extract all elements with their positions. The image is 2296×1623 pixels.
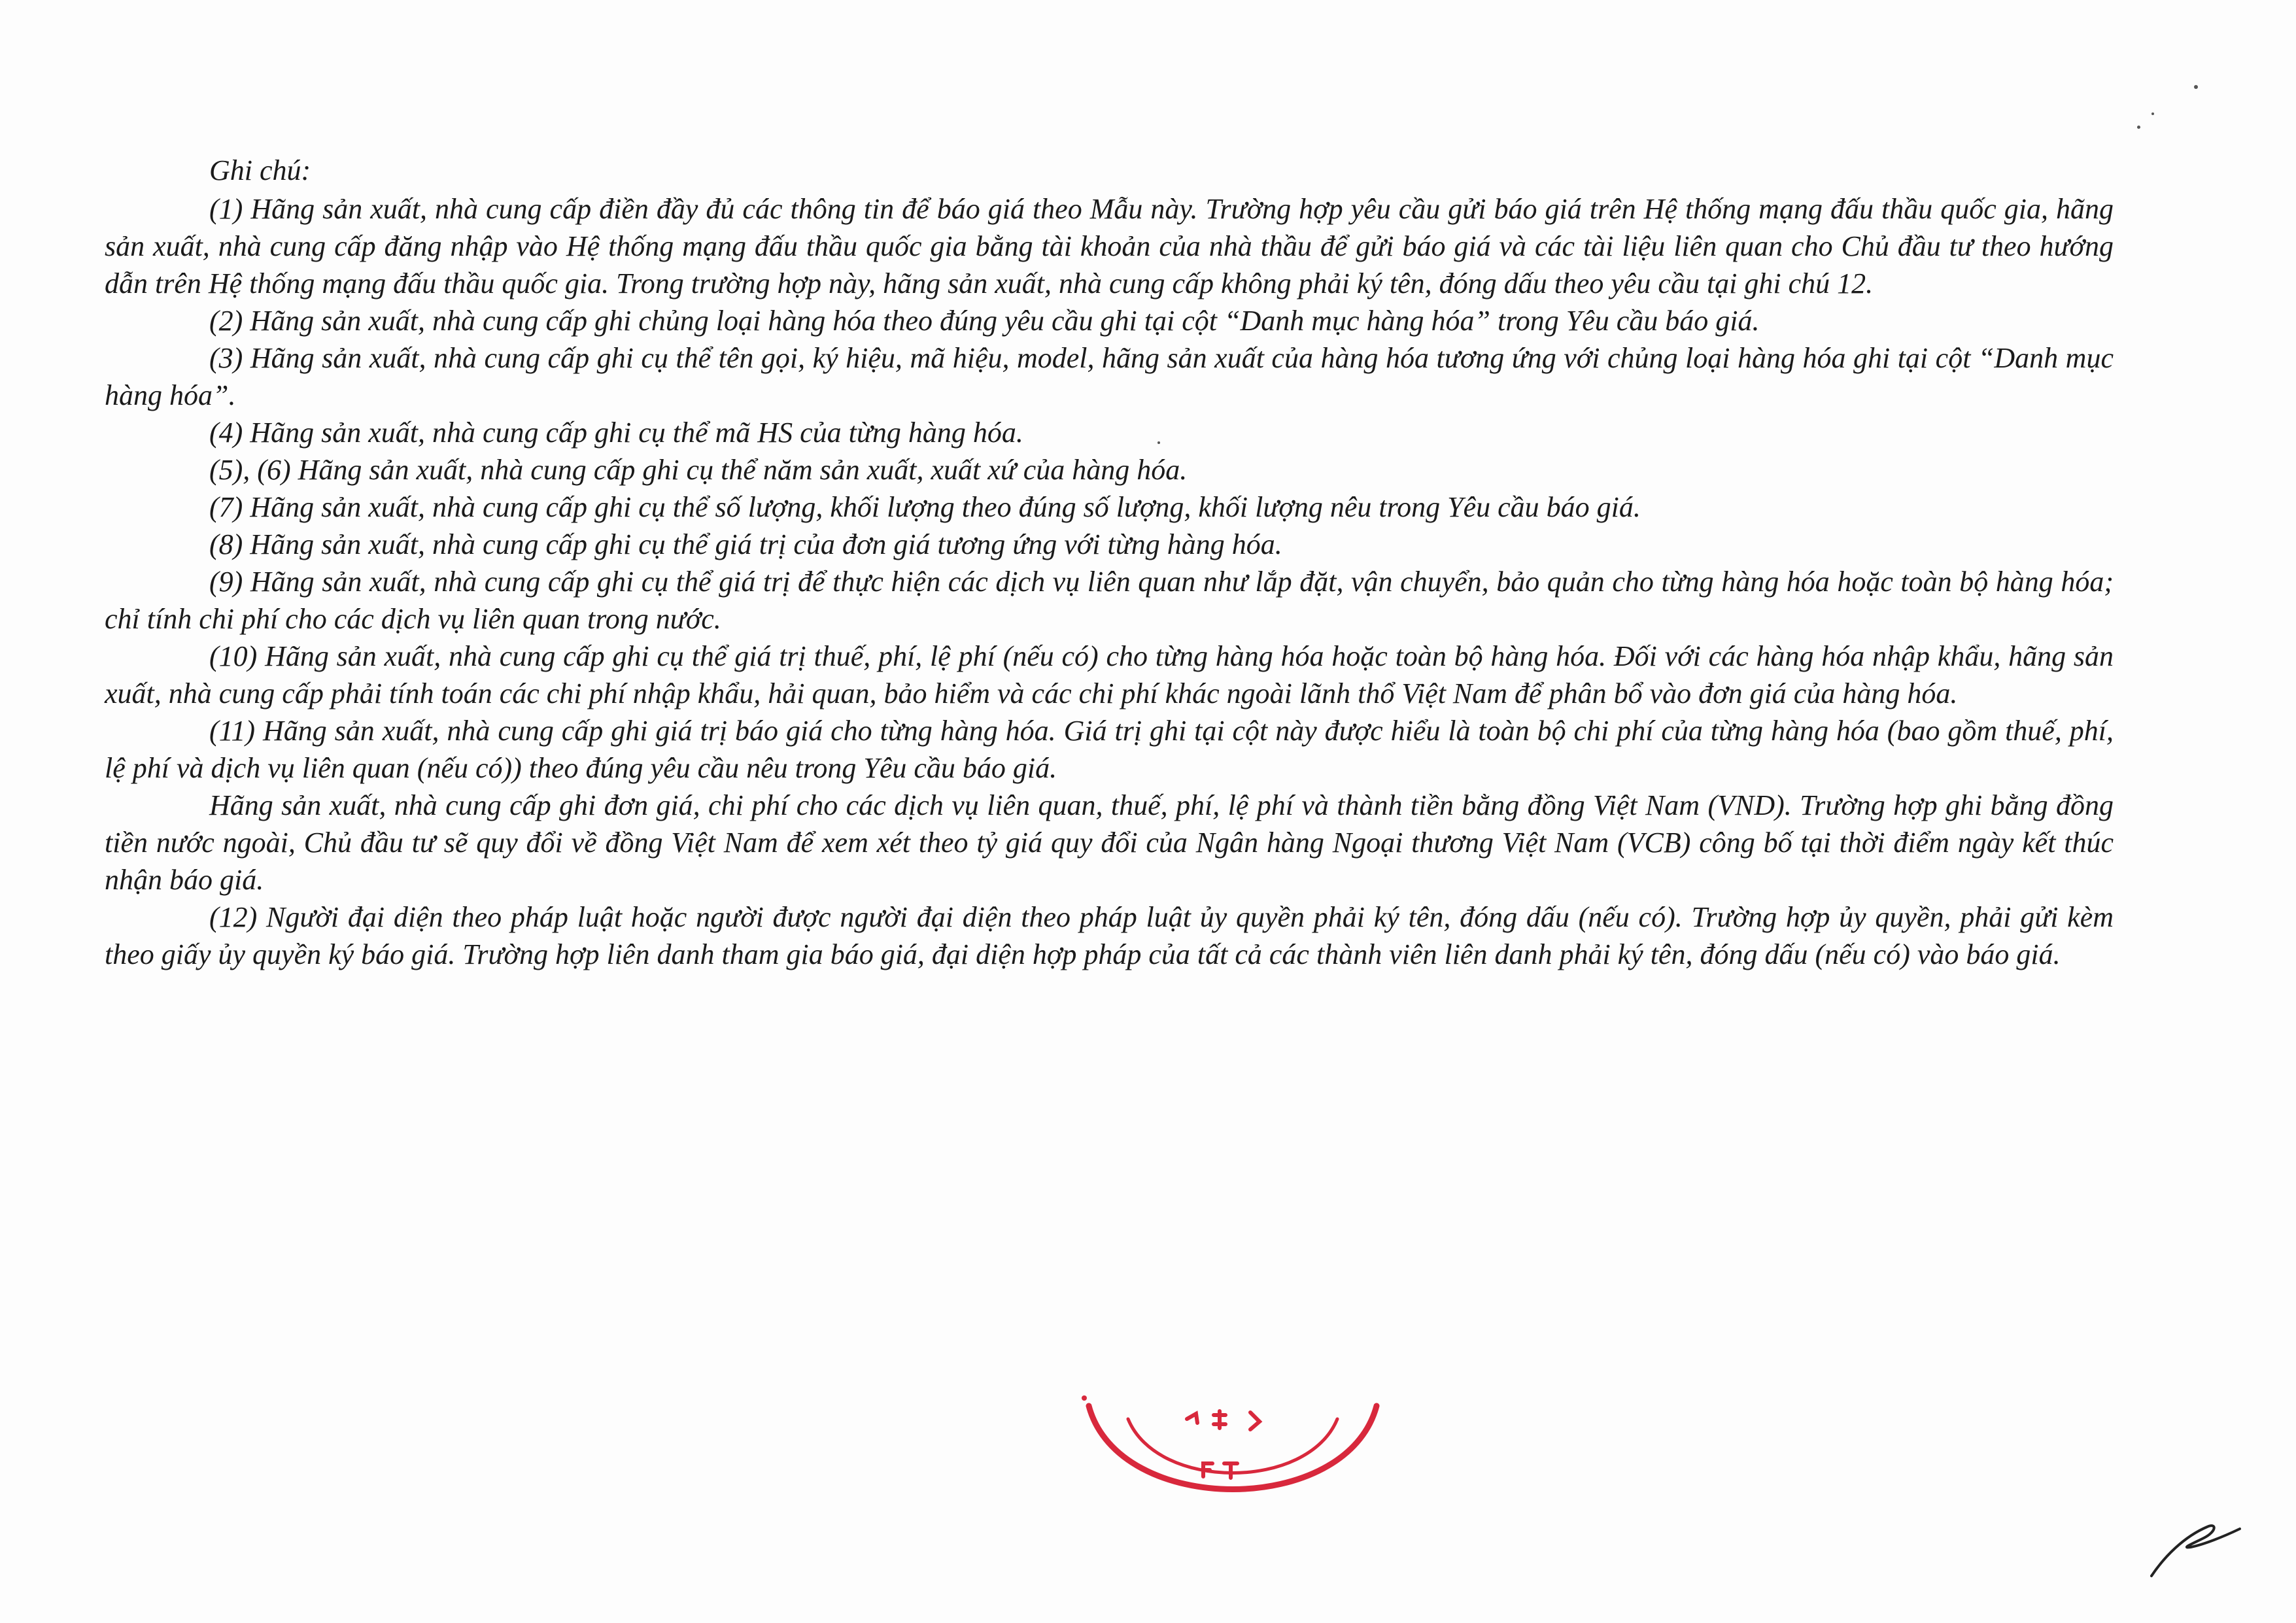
note-8: (8) Hãng sản xuất, nhà cung cấp ghi cụ thể giá trị của đơn giá tương ứng với từng hàng hóa.	[209, 528, 1282, 560]
note-3: (3) Hãng sản xuất, nhà cung cấp ghi cụ thể tên gọi, ký hiệu, mã hiệu, model, hãng sản xuất của hàng hóa tương ứng với chủng loại hàng hóa ghi tại cột “Danh mục hàng hóa”.	[105, 342, 2114, 411]
company-seal-stamp	[1079, 1393, 1386, 1524]
note-5-6: (5), (6) Hãng sản xuất, nhà cung cấp ghi cụ thể năm sản xuất, xuất xứ của hàng hóa.	[209, 454, 1188, 486]
scan-speck	[2151, 112, 2154, 115]
scan-speck	[2194, 85, 2198, 89]
note-12: (12) Người đại diện theo pháp luật hoặc người được người đại diện theo pháp luật ủy quyền phải ký tên, đóng dấu (nếu có). Trường hợp ủy quyền, phải gửi kèm theo giấy ủy quyền ký báo giá. Trường hợp liên danh tham gia báo giá, đại diện hợp pháp của tất cả các thành viên liên danh phải ký tên, đóng dấu (nếu có) vào báo giá.	[105, 901, 2114, 970]
note-currency: Hãng sản xuất, nhà cung cấp ghi đơn giá, chi phí cho các dịch vụ liên quan, thuế, phí, lệ phí và thành tiền bằng đồng Việt Nam (VND). Trường hợp ghi bằng đồng tiền nước ngoài, Chủ đầu tư sẽ quy đổi về đồng Việt Nam để xem xét theo tỷ giá quy đổi của Ngân hàng Ngoại thương Việt Nam (VCB) công bố tại thời điểm ngày kết thúc nhận báo giá.	[105, 789, 2114, 896]
scan-speck	[1157, 441, 1160, 444]
note-7: (7) Hãng sản xuất, nhà cung cấp ghi cụ thể số lượng, khối lượng theo đúng số lượng, khối lượng nêu trong Yêu cầu báo giá.	[209, 491, 1641, 523]
note-9: (9) Hãng sản xuất, nhà cung cấp ghi cụ thể giá trị để thực hiện các dịch vụ liên quan như lắp đặt, vận chuyển, bảo quản cho từng hàng hóa hoặc toàn bộ hàng hóa; chỉ tính chi phí cho các dịch vụ liên quan trong nước.	[105, 566, 2114, 635]
note-1: (1) Hãng sản xuất, nhà cung cấp điền đầy đủ các thông tin để báo giá theo Mẫu này. Trường hợp yêu cầu gửi báo giá trên Hệ thống mạng đấu thầu quốc gia, hãng sản xuất, nhà cung cấp đăng nhập vào Hệ thống mạng đấu thầu quốc gia bằng tài khoản của nhà thầu để gửi báo giá và các tài liệu liên quan cho Chủ đầu tư theo hướng dẫn trên Hệ thống mạng đấu thầu quốc gia. Trong trường hợp này, hãng sản xuất, nhà cung cấp không phải ký tên, đóng dấu theo yêu cầu tại ghi chú 12.	[105, 193, 2114, 299]
notes-title: Ghi chú:	[209, 154, 311, 186]
note-2: (2) Hãng sản xuất, nhà cung cấp ghi chủng loại hàng hóa theo đúng yêu cầu ghi tại cột “Danh mục hàng hóa” trong Yêu cầu báo giá.	[209, 305, 1760, 337]
scan-speck	[2137, 126, 2140, 129]
note-4: (4) Hãng sản xuất, nhà cung cấp ghi cụ thể mã HS của từng hàng hóa.	[209, 417, 1023, 449]
note-10: (10) Hãng sản xuất, nhà cung cấp ghi cụ thể giá trị thuế, phí, lệ phí (nếu có) cho từng hàng hóa hoặc toàn bộ hàng hóa. Đối với các hàng hóa nhập khẩu, hãng sản xuất, nhà cung cấp phải tính toán các chi phí nhập khẩu, hải quan, bảo hiểm và các chi phí khác ngoài lãnh thổ Việt Nam để phân bổ vào đơn giá của hàng hóa.	[105, 640, 2114, 709]
handwritten-initial	[2145, 1511, 2243, 1582]
note-11: (11) Hãng sản xuất, nhà cung cấp ghi giá trị báo giá cho từng hàng hóa. Giá trị ghi tại cột này được hiểu là toàn bộ chi phí của từng hàng hóa (bao gồm thuế, phí, lệ phí và dịch vụ liên quan (nếu có)) theo đúng yêu cầu nêu trong Yêu cầu báo giá.	[105, 715, 2114, 784]
notes-section	[105, 152, 2114, 973]
